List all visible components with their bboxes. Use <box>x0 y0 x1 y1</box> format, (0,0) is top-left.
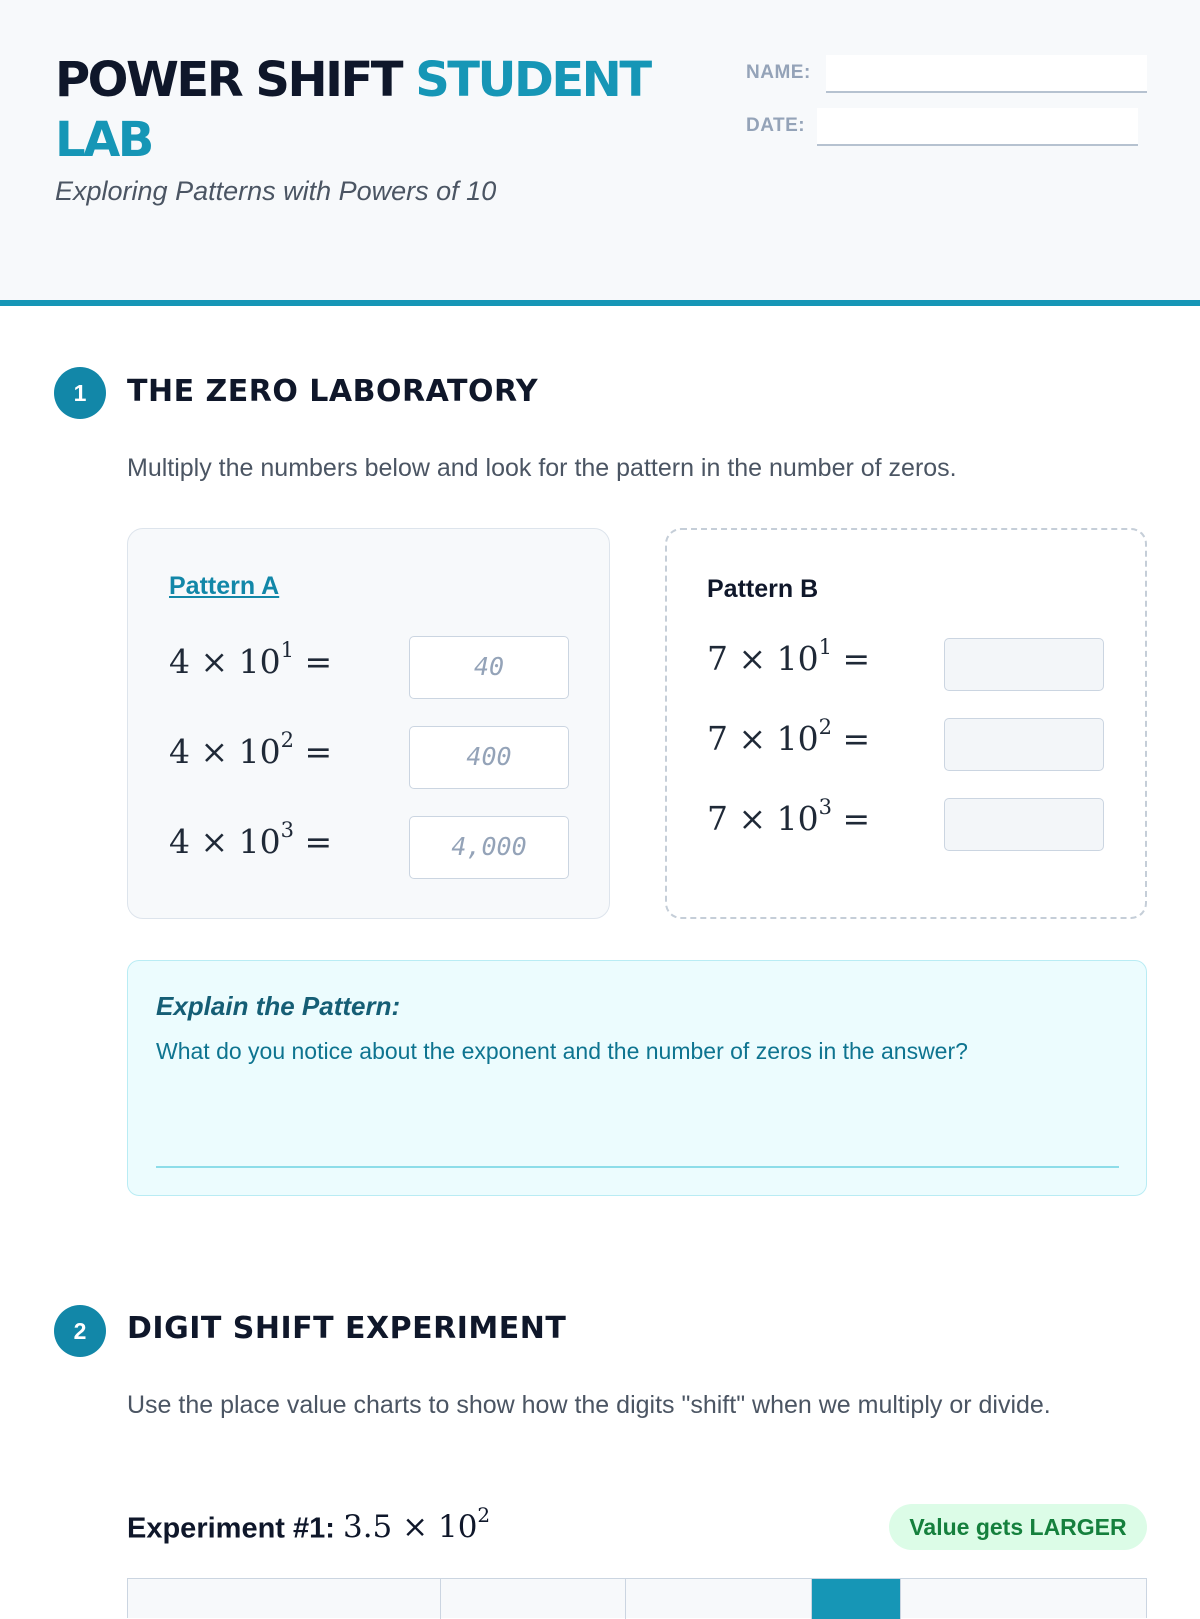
explain-pattern-question: What do you notice about the exponent and the number of zeros in the answer? <box>156 1038 968 1064</box>
pattern-a-expression: $4 \times 10^3$ = <box>169 818 333 861</box>
place-value-column[interactable] <box>441 1579 626 1619</box>
pattern-a-answer-box[interactable]: 4,000 <box>409 816 569 879</box>
pattern-b-expression: $7 \times 10^1$ = <box>707 635 871 678</box>
date-label: DATE: <box>746 115 806 136</box>
experiment-1-label: Experiment #1: $3.5 \times 10^2$ <box>127 1503 491 1546</box>
date-field[interactable] <box>817 108 1138 146</box>
pattern-a-answer-box[interactable]: 400 <box>409 726 569 789</box>
section-1-intro: Multiply the numbers below and look for the pattern in the number of zeros. <box>127 454 957 482</box>
pattern-b-expression: $7 \times 10^3$ = <box>707 795 871 838</box>
worksheet-subtitle: Exploring Patterns with Powers of 10 <box>55 176 497 206</box>
section-1-badge: 1 <box>54 367 106 419</box>
pattern-a-answer-box[interactable]: 40 <box>409 636 569 699</box>
place-value-column[interactable] <box>901 1579 1146 1619</box>
worksheet-title <box>55 50 675 170</box>
decimal-point-column <box>812 1579 901 1619</box>
section-2-title: DIGIT SHIFT EXPERIMENT <box>127 1311 567 1346</box>
pattern-b-answer-box[interactable] <box>944 718 1104 771</box>
pattern-b-title: Pattern B <box>707 575 819 603</box>
pattern-a-expression: $4 \times 10^2$ = <box>169 728 333 771</box>
title-accent: STUDENT LAB <box>55 52 650 168</box>
pattern-b-expression: $7 \times 10^2$ = <box>707 715 871 758</box>
explain-pattern-title: Explain the Pattern: <box>156 991 401 1021</box>
pattern-a-title: Pattern A <box>169 572 280 600</box>
place-value-column[interactable] <box>128 1579 441 1619</box>
value-change-badge: Value gets LARGER <box>889 1504 1147 1550</box>
section-1-title: THE ZERO LABORATORY <box>127 374 539 409</box>
title-main: POWER SHIFT <box>55 52 416 108</box>
section-2-badge: 2 <box>54 1305 106 1357</box>
name-field[interactable] <box>826 55 1147 93</box>
pattern-a-expression: $4 \times 10^1$ = <box>169 638 333 681</box>
explain-answer-line[interactable] <box>156 1166 1119 1168</box>
pattern-b-answer-box[interactable] <box>944 638 1104 691</box>
name-label: NAME: <box>746 62 811 83</box>
place-value-column[interactable] <box>626 1579 812 1619</box>
place-value-chart <box>127 1578 1147 1618</box>
pattern-b-answer-box[interactable] <box>944 798 1104 851</box>
section-2-intro: Use the place value charts to show how the digits "shift" when we multiply or divide. <box>127 1391 1051 1419</box>
